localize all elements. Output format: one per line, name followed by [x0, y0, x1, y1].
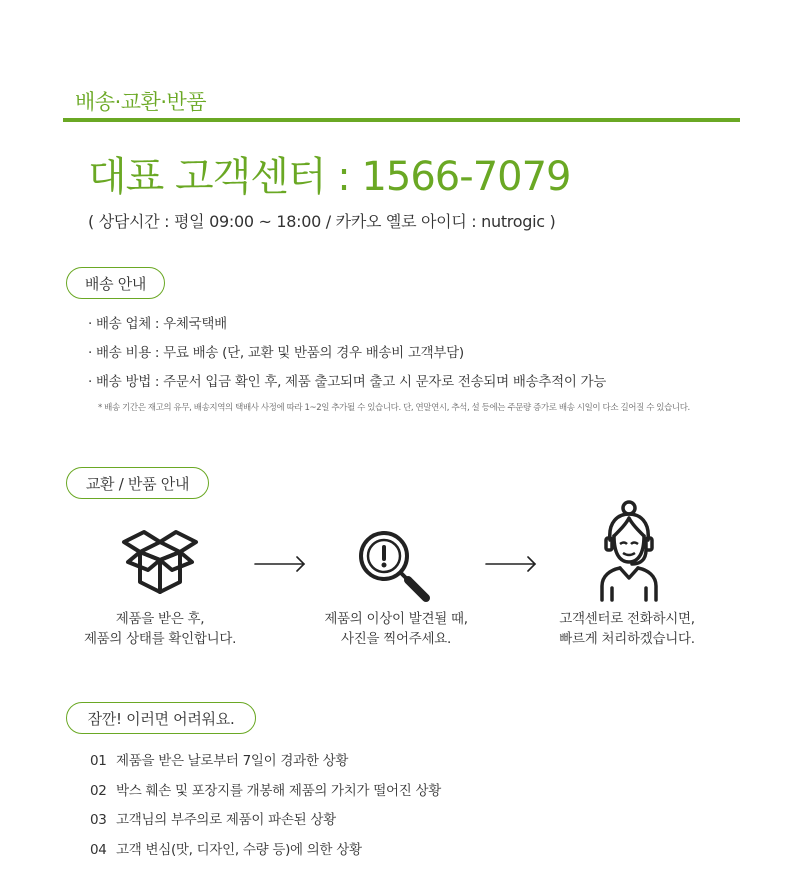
item-text: 고객 변심(맛, 디자인, 수량 등)에 의한 상황 [116, 841, 362, 858]
shipping-info-pill: 배송 안내 [66, 267, 165, 299]
return-info-pill: 교환 / 반품 안내 [66, 467, 209, 499]
list-item: · 배송 비용 : 무료 배송 (단, 교환 및 반품의 경우 배송비 고객부담) [88, 345, 464, 361]
customer-center-phone: 대표 고객센터 : 1566-7079 [88, 154, 571, 200]
item-text: 고객님의 부주의로 제품이 파손된 상황 [116, 812, 336, 828]
magnifier-alert-icon [356, 528, 436, 602]
item-number: 04 [90, 841, 107, 858]
step-caption-take-photo: 제품의 이상이 발견될 때, 사진을 찍어주세요. [324, 611, 468, 647]
shipping-info-list [88, 314, 606, 401]
step-caption-call-center: 고객센터로 전화하시면, 빠르게 처리하겠습니다. [559, 611, 695, 647]
call-center-agent-icon [596, 500, 662, 604]
list-item [90, 839, 441, 869]
item-number: 03 [90, 812, 107, 828]
shipping-note: * 배송 기간은 재고의 유무, 배송지역의 택배사 사정에 따라 1~2일 추가될 수 있습니다. 단, 연말연시, 추석, 설 등에는 주문량 증가로 배송 시일이 다소 길어질 수 있습니다. [98, 403, 690, 413]
arrow-right-icon [254, 556, 306, 572]
list-item: · 배송 업체 : 우체국택배 [88, 316, 227, 332]
item-number: 01 [90, 753, 107, 769]
list-item [90, 750, 441, 780]
consultation-hours: ( 상담시간 : 평일 09:00 ~ 18:00 / 카카오 옐로 아이디 : nutrogic ) [88, 212, 556, 231]
arrow-right-icon [485, 556, 537, 572]
list-item [90, 809, 441, 839]
open-box-icon [120, 522, 200, 600]
item-text: 제품을 받은 날로부터 7일이 경과한 상황 [116, 753, 349, 769]
list-item: · 배송 방법 : 주문서 입금 확인 후, 제품 출고되며 출고 시 문자로 전송되며 배송추적이 가능 [88, 374, 607, 390]
item-number: 02 [90, 782, 107, 799]
section-title: 배송·교환·반품 [75, 90, 207, 114]
warning-list [90, 750, 441, 868]
title-divider [63, 118, 740, 122]
item-text: 박스 훼손 및 포장지를 개봉해 제품의 가치가 떨어진 상황 [116, 782, 441, 799]
step-caption-check-product: 제품을 받은 후, 제품의 상태를 확인합니다. [83, 611, 237, 647]
warning-pill: 잠깐! 이러면 어려워요. [66, 702, 256, 734]
list-item [90, 780, 441, 810]
